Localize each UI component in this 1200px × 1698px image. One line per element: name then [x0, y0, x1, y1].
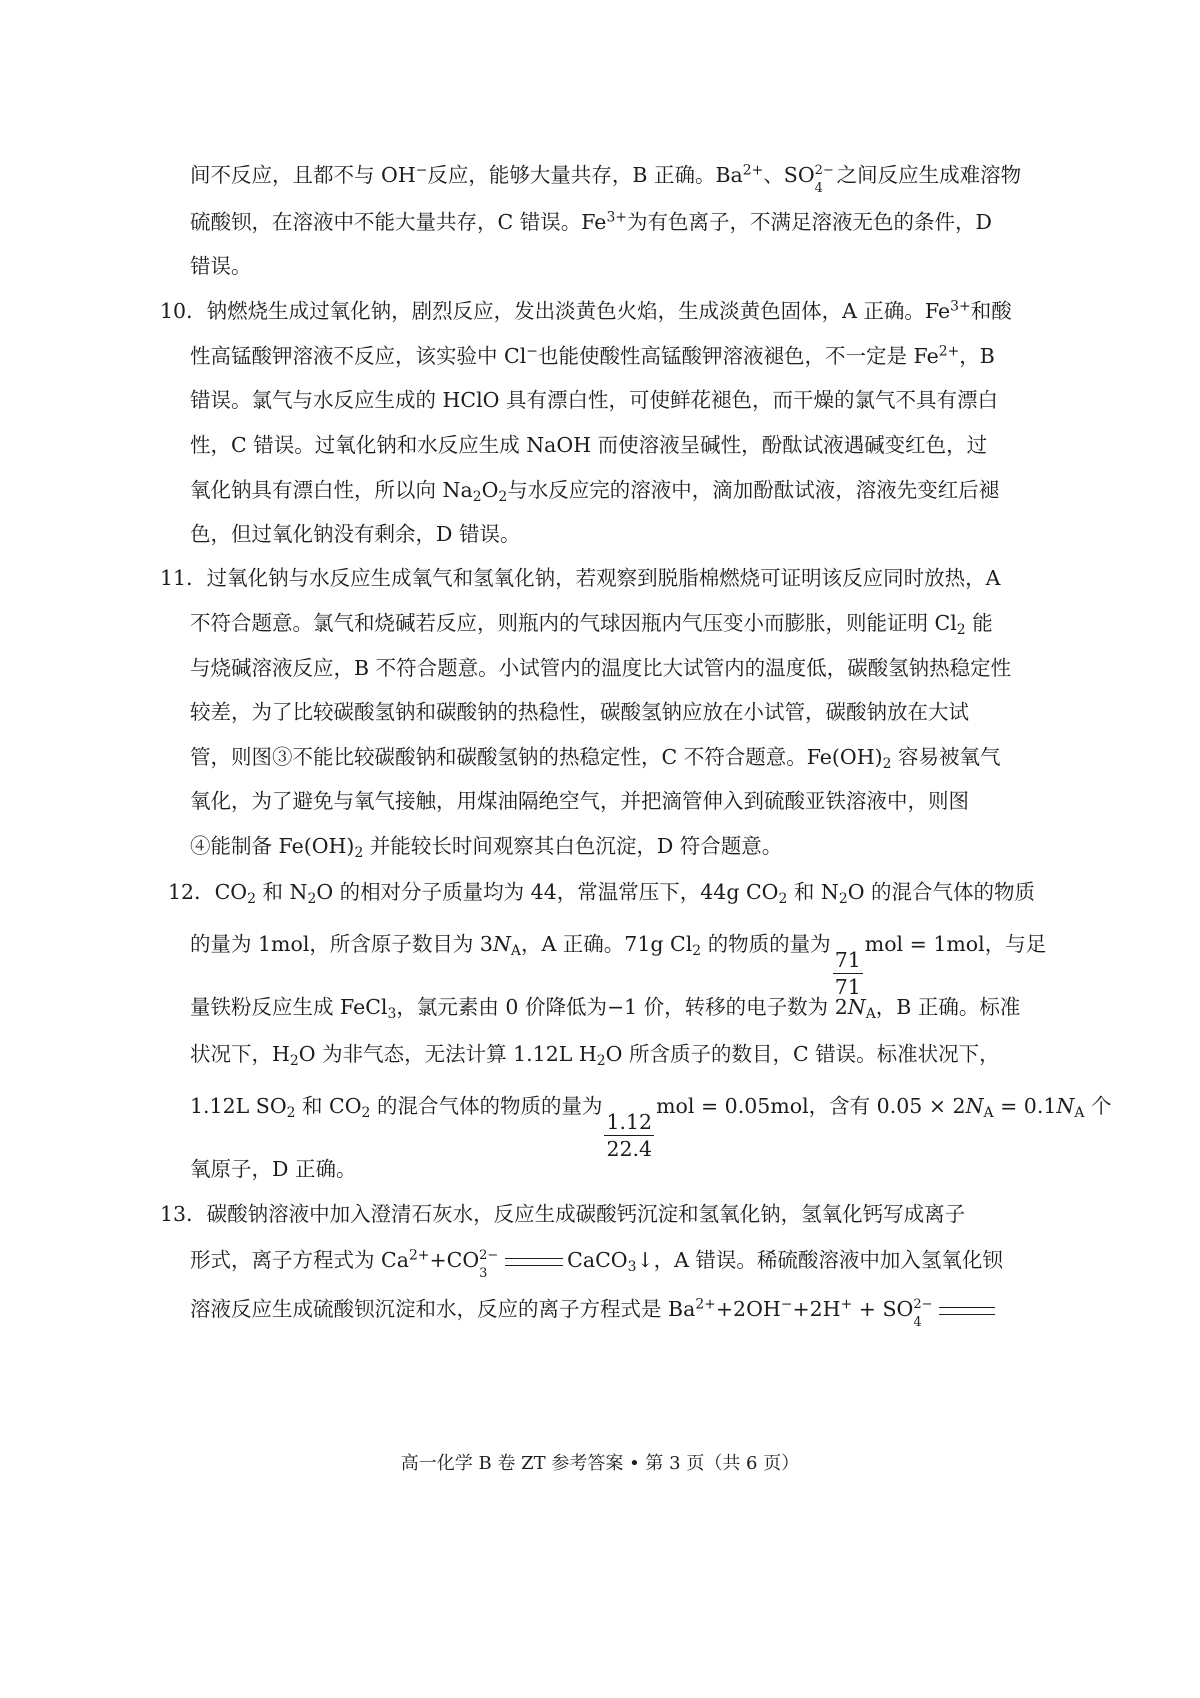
- q11-line-5: 管，则图③不能比较碳酸钠和碳酸氢钠的热稳定性，C 不符合题意。$Fe(OH)_2$ 容易被氧气: [190, 745, 1001, 772]
- q12-line-2: 的量为 1mol，所含原子数目为 $3N_A$，A 正确。71g $Cl_2$ 的物质的量为 $\frac{71}{71}$ mol = 1mol，与足: [190, 932, 1047, 999]
- q13-line-3: 溶液反应生成硫酸钡沉淀和水，反应的离子方程式是 $Ba^{2+}+2OH^-+2H^+$ + SO 2− 4: [190, 1295, 999, 1323]
- q11-line-3: 与烧碱溶液反应，B 不符合题意。小试管内的温度比大试管内的温度低，碳酸氢钠热稳定性: [190, 656, 1012, 680]
- q12-number: 12．: [168, 880, 215, 904]
- q13-number: 13．: [160, 1202, 207, 1226]
- q10-line-3: 错误。氯气与水反应生成的 HClO 具有漂白性，可使鲜花褪色，而干燥的氯气不具有漂白: [190, 388, 998, 412]
- q11-line-4: 较差，为了比较碳酸氢钠和碳酸钠的热稳性，碳酸氢钠应放在小试管，碳酸钠放在大试: [190, 700, 969, 724]
- fraction-71-over-71: $\frac{71}{71}$: [834, 948, 861, 999]
- q11-number: 11．: [160, 566, 207, 590]
- q13-line-2: 形式，离子方程式为 $Ca^{2+}+CO$ 2− 3 CaCO$_3$↓，A 错误。稀硫酸溶液中加入氢氧化钡: [190, 1247, 1003, 1281]
- q11-line-7: ④能制备 $Fe(OH)_2$ 并能较长时间观察其白色沉淀，D 符合题意。: [190, 834, 783, 861]
- q10-number: 10．: [160, 299, 207, 323]
- q13-line-1: 13．碳酸钠溶液中加入澄清石灰水，反应生成碳酸钙沉淀和氢氧化钠，氢氧化钙写成离子: [160, 1202, 966, 1226]
- q9-line-2: 硫酸钡，在溶液中不能大量共存，C 错误。$Fe^{3+}$为有色离子，不满足溶液无色的条件，D: [190, 209, 992, 234]
- q9-line-1: 间不反应，且都不与 OH−反应，能够大量共存，B 正确。$Ba^{2+}$、SO 2− 4 之间反应生成难溶物: [190, 162, 1022, 196]
- q11-line-2: 不符合题意。氯气和烧碱若反应，则瓶内的气球因瓶内气压变小而膨胀，则能证明 $Cl_2$ 能: [190, 611, 993, 638]
- q12-line-5: 1.12L $SO_2$ 和 $CO_2$ 的混合气体的物质的量为 $\frac{1.12}{22.4}$ mol = 0.05mol，含有 $0.05 \times 2N_A = 0.1N_A$ 个: [190, 1094, 1112, 1161]
- equals-double-bar-2: [939, 1307, 995, 1315]
- q12-line-4: 状况下，$H_2O$ 为非气态，无法计算 1.12L $H_2O$ 所含质子的数目，C 错误。标准状况下，: [190, 1042, 1000, 1069]
- q10-line-5: 氧化钠具有漂白性，所以向 $Na_2O_2$与水反应完的溶液中，滴加酚酞试液，溶液先变红后褪: [190, 478, 1000, 505]
- q10-line-1: 10．钠燃烧生成过氧化钠，剧烈反应，发出淡黄色火焰，生成淡黄色固体，A 正确。$Fe^{3+}$和酸: [160, 298, 1012, 323]
- fraction-1.12-over-22.4: $\frac{1.12}{22.4}$: [606, 1110, 653, 1161]
- q11-line-1: 11．过氧化钠与水反应生成氧气和氢氧化钠，若观察到脱脂棉燃烧可证明该反应同时放热，A: [160, 566, 1001, 590]
- q12-line-1: 12．$CO_2$ 和 $N_2O$ 的相对分子质量均为 44，常温常压下，44g $CO_2$ 和 $N_2O$ 的混合气体的物质: [168, 880, 1036, 907]
- q12-line-6: 氧原子，D 正确。: [190, 1157, 357, 1181]
- q10-line-4: 性，C 错误。过氧化钠和水反应生成 NaOH 而使溶液呈碱性，酚酞试液遇碱变红色，过: [190, 433, 988, 457]
- q10-line-2: 性高锰酸钾溶液不反应，该实验中 Cl−也能使酸性高锰酸钾溶液褪色，不一定是 $Fe^{2+}$，B: [190, 343, 995, 368]
- q10-line-6: 色，但过氧化钠没有剩余，D 错误。: [190, 522, 521, 546]
- page-footer: 高一化学 B 卷 ZT 参考答案 • 第 3 页（共 6 页）: [400, 1453, 800, 1474]
- q11-line-6: 氧化，为了避免与氧气接触，用煤油隔绝空气，并把滴管伸入到硫酸亚铁溶液中，则图: [190, 789, 969, 813]
- q12-line-3: 量铁粉反应生成 FeCl$_3$，氯元素由 0 价降低为−1 价，转移的电子数为 $2N_A$，B 正确。标准: [190, 995, 1021, 1022]
- q9-line-3: 错误。: [190, 254, 252, 278]
- equals-double-bar: [505, 1258, 563, 1266]
